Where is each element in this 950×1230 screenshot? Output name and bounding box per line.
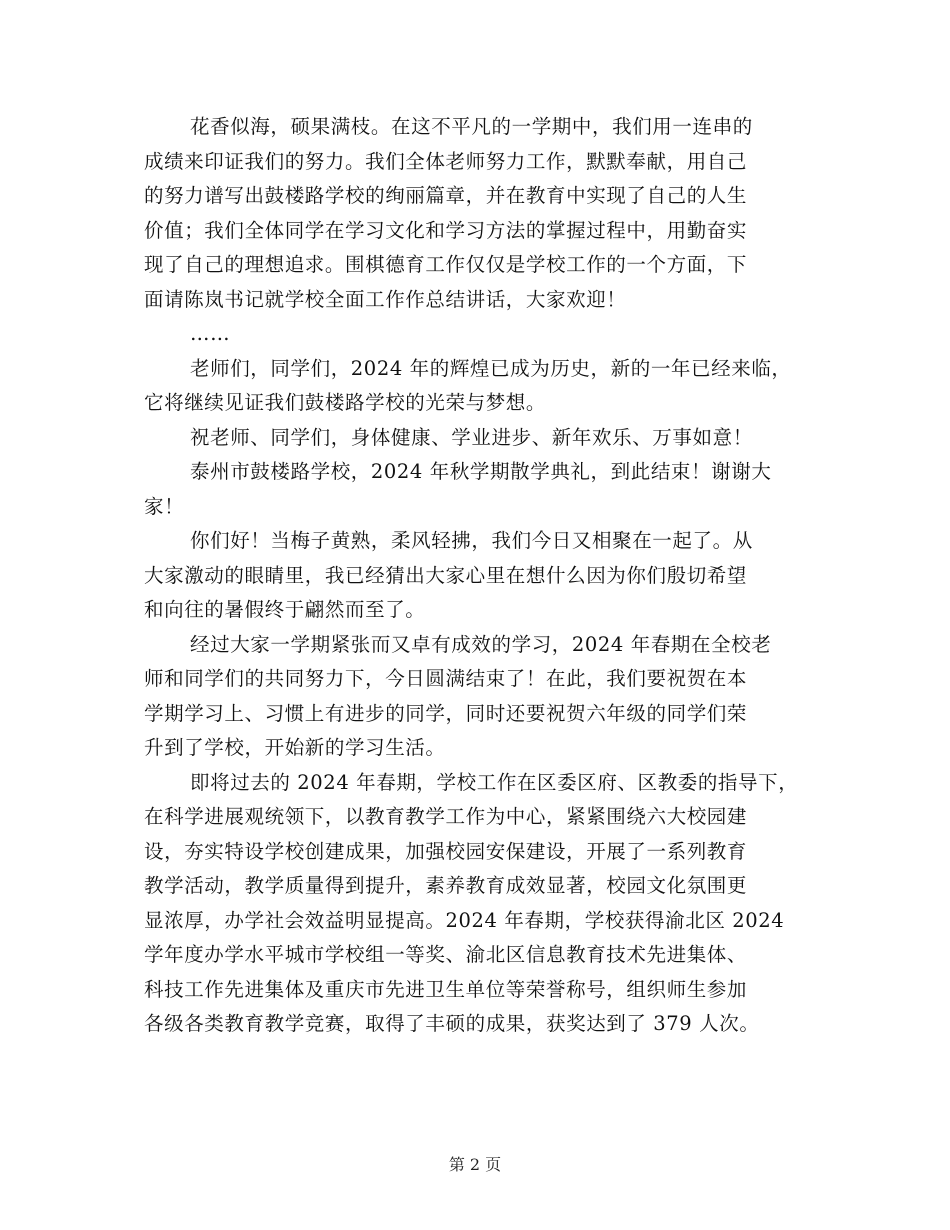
text-line: 现了自己的理想追求。围棋德育工作仅仅是学校工作的一个方面，下 [144, 253, 748, 276]
text-line: 科技工作先进集体及重庆市先进卫生单位等荣誉称号，组织师生参加 [144, 977, 748, 1001]
text-line: 花香似海，硕果满枝。在这不平凡的一学期中，我们用一连串的 [190, 115, 753, 138]
text-line: 显浓厚，办学社会效益明显提高。2024 年春期，学校获得渝北区 2024 [144, 908, 785, 932]
text-line: 价值；我们全体同学在学习文化和学习方法的掌握过程中，用勤奋实 [144, 218, 748, 242]
ellipsis-line: …… [190, 322, 231, 345]
text-line: 大家激动的眼睛里，我已经猜出大家心里在想什么因为你们殷切希望 [144, 563, 748, 587]
text-line: 即将过去的 2024 年春期，学校工作在区委区府、区教委的指导下， [190, 770, 799, 794]
text-line: 面请陈岚书记就学校全面工作作总结讲话，大家欢迎！ [144, 287, 627, 311]
text-line: 教学活动，教学质量得到提升，素养教育成效显著，校园文化氛围更 [144, 874, 748, 897]
text-line: 家！ [144, 494, 185, 518]
text-line: 泰州市鼓楼路学校，2024 年秋学期散学典礼，到此结束！谢谢大 [190, 460, 772, 483]
text-line: 它将继续见证我们鼓楼路学校的光荣与梦想。 [144, 391, 547, 414]
text-line: 学年度办学水平城市学校组一等奖、渝北区信息教育技术先进集体、 [144, 943, 748, 966]
text-line: 你们好！当梅子黄熟，柔风轻拂，我们今日又相聚在一起了。从 [190, 529, 753, 552]
text-line: 师和同学们的共同努力下，今日圆满结束了！在此，我们要祝贺在本 [144, 667, 748, 690]
text-line: 祝老师、同学们，身体健康、学业进步、新年欢乐、万事如意！ [190, 425, 753, 449]
page-number: 第 2 页 [448, 1155, 502, 1174]
text-line: 学期学习上、习惯上有进步的同学，同时还要祝贺六年级的同学们荣 [144, 701, 748, 725]
text-line: 和向往的暑假终于翩然而至了。 [144, 598, 426, 621]
text-line: 成绩来印证我们的努力。我们全体老师努力工作，默默奉献，用自己 [144, 149, 748, 173]
text-line: 升到了学校，开始新的学习生活。 [144, 736, 446, 759]
text-line: 老师们，同学们，2024 年的辉煌已成为历史，新的一年已经来临， [190, 356, 792, 380]
text-line: 经过大家一学期紧张而又卓有成效的学习，2024 年春期在全校老 [190, 632, 772, 656]
text-line: 在科学进展观统领下，以教育教学工作为中心，紧紧围绕六大校园建 [144, 805, 748, 828]
text-line: 设，夯实特设学校创建成果，加强校园安保建设，开展了一系列教育 [144, 839, 748, 863]
text-line: 的努力谱写出鼓楼路学校的绚丽篇章，并在教育中实现了自己的人生 [144, 184, 748, 207]
text-line: 各级各类教育教学竞赛，取得了丰硕的成果，获奖达到了 379 人次。 [144, 1012, 760, 1035]
document-body [144, 110, 804, 1042]
